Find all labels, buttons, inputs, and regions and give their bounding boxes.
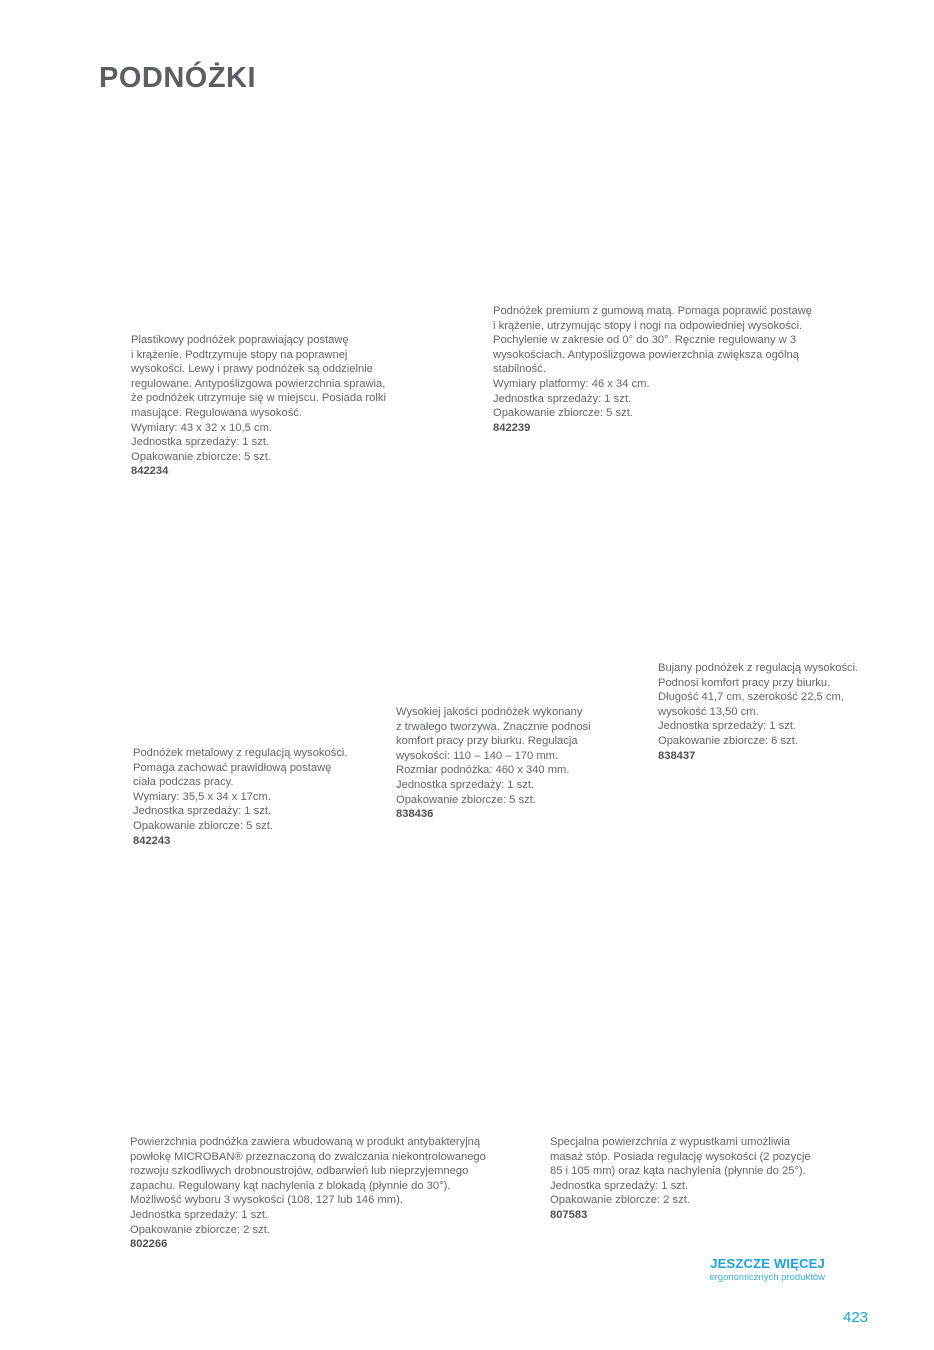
product-text-line: Pochylenie w zakresie od 0° do 30°. Ręcznie regulowany w 3: [493, 334, 797, 347]
product-text-line: z trwałego tworzywa. Znacznie podnosi: [396, 720, 591, 733]
product-text-line: Opakowanie zbiorcze: 2 szt.: [550, 1194, 690, 1207]
product-text-line: Jednostka sprzedaży: 1 szt.: [658, 720, 797, 733]
product-text-line: Podnóżek premium z gumową matą. Pomaga poprawić postawę: [493, 305, 813, 317]
product-code: 838436: [396, 808, 434, 821]
product-text-line: Plastikowy podnóżek poprawiający postawę: [131, 334, 349, 346]
product-code: 842239: [493, 421, 531, 434]
product-text-line: Opakowanie zbiorcze: 5 szt.: [133, 819, 273, 832]
product-text-line: i krążenie. Podtrzymuje stopy na poprawnej: [131, 348, 348, 361]
product-text-line: Podnóżek metalowy z regulacją wysokości.: [133, 747, 348, 759]
product-text-line: i krążenie, utrzymując stopy i nogi na odpowiedniej wysokości.: [493, 319, 803, 332]
product-text-line: Jednostka sprzedaży: 1 szt.: [493, 392, 632, 405]
product-text-line: masujące. Regulowana wysokość.: [131, 406, 303, 419]
product-description-842243: [133, 746, 355, 848]
page-number: 423: [843, 1309, 869, 1326]
product-text-line: Pomaga zachować prawidłową postawę: [133, 761, 332, 774]
product-text-line: Jednostka sprzedaży: 1 szt.: [131, 436, 270, 449]
product-text-line: że podnóżek utrzymuje się w miejscu. Posiada rolki: [131, 392, 386, 405]
product-text-line: powłokę MICROBAN® przeznaczoną do zwalczania niekontrolowanego: [130, 1150, 486, 1163]
product-text-line: Opakowanie zbiorcze: 5 szt.: [493, 407, 633, 420]
product-text-line: Wymiary platformy: 46 x 34 cm.: [493, 377, 650, 390]
product-text-line: masaż stóp. Posiada regulację wysokości (2 pozycje: [550, 1150, 811, 1163]
product-text-line: Opakowanie zbiorcze: 5 szt.: [131, 450, 271, 463]
page-title: PODNÓŻKI: [99, 62, 257, 94]
product-text-line: Jednostka sprzedaży: 1 szt.: [133, 805, 272, 818]
product-description-838437: [658, 661, 863, 763]
product-text-line: Wymiary: 35,5 x 34 x 17cm.: [133, 790, 271, 803]
more-headline: JESZCZE WIĘCEJ: [710, 1256, 825, 1271]
product-code: 802266: [130, 1238, 168, 1251]
product-description-807583: [550, 1135, 820, 1223]
product-code: 842234: [131, 465, 169, 478]
product-text-line: wysokości: 110 – 140 – 170 mm.: [396, 749, 559, 762]
product-text-line: stabilność.: [493, 363, 546, 376]
product-text-line: zapachu. Regulowany kąt nachylenia z blokadą (płynnie do 30°).: [130, 1179, 451, 1192]
product-text-line: regulowane. Antypoślizgowa powierzchnia sprawia,: [131, 377, 386, 390]
product-code: 807583: [550, 1208, 588, 1221]
product-text-line: rozwoju szkodliwych drobnoustrojów, odbarwień lub nieprzyjemnego: [130, 1165, 469, 1178]
product-text-line: wysokości. Lewy i prawy podnóżek są oddzielnie: [131, 363, 373, 376]
product-text-line: Powierzchnia podnóżka zawiera wbudowaną w produkt antybakteryjną: [130, 1136, 481, 1148]
product-text-line: Opakowanie zbiorcze: 2 szt.: [130, 1223, 270, 1236]
product-text-line: ciała podczas pracy.: [133, 776, 234, 789]
product-text-line: Rozmiar podnóżka: 460 x 340 mm.: [396, 764, 570, 777]
product-description-842239: [493, 304, 823, 435]
product-description-802266: [130, 1135, 498, 1252]
product-text-line: Opakowanie zbiorcze: 5 szt.: [396, 793, 536, 806]
product-text-line: Jednostka sprzedaży: 1 szt.: [396, 778, 535, 791]
product-text-line: Długość 41,7 cm, szerokość 22,5 cm,: [658, 691, 844, 704]
product-text-line: komfort pracy przy biurku. Regulacja: [396, 735, 578, 748]
product-description-842234: [131, 333, 393, 479]
product-code: 842243: [133, 834, 171, 847]
product-text-line: Specjalna powierzchnia z wypustkami umożliwia: [550, 1136, 791, 1148]
product-text-line: Opakowanie zbiorcze: 6 szt.: [658, 734, 798, 747]
more-products-link[interactable]: [709, 1256, 825, 1283]
product-text-line: Bujany podnóżek z regulacją wysokości.: [658, 662, 859, 674]
product-text-line: Jednostka sprzedaży: 1 szt.: [550, 1179, 689, 1192]
product-text-line: Wymiary: 43 x 32 x 10,5 cm.: [131, 421, 273, 434]
product-text-line: wysokościach. Antypoślizgowa powierzchnia zwiększa ogólną: [493, 348, 799, 361]
product-description-838436: [396, 705, 606, 822]
product-code: 838437: [658, 749, 696, 762]
product-text-line: Możliwość wyboru 3 wysokości (108, 127 lub 146 mm).: [130, 1194, 403, 1207]
product-text-line: Wysokiej jakości podnóżek wykonany: [396, 706, 583, 718]
product-text-line: wysokość 13,50 cm.: [658, 705, 759, 718]
product-text-line: Podnosi komfort pracy przy biurku.: [658, 676, 831, 689]
more-subline: ergonomicznych produktów: [709, 1272, 825, 1283]
product-text-line: 85 i 105 mm) oraz kąta nachylenia (płynnie do 25°).: [550, 1165, 806, 1178]
product-text-line: Jednostka sprzedaży: 1 szt.: [130, 1208, 269, 1221]
